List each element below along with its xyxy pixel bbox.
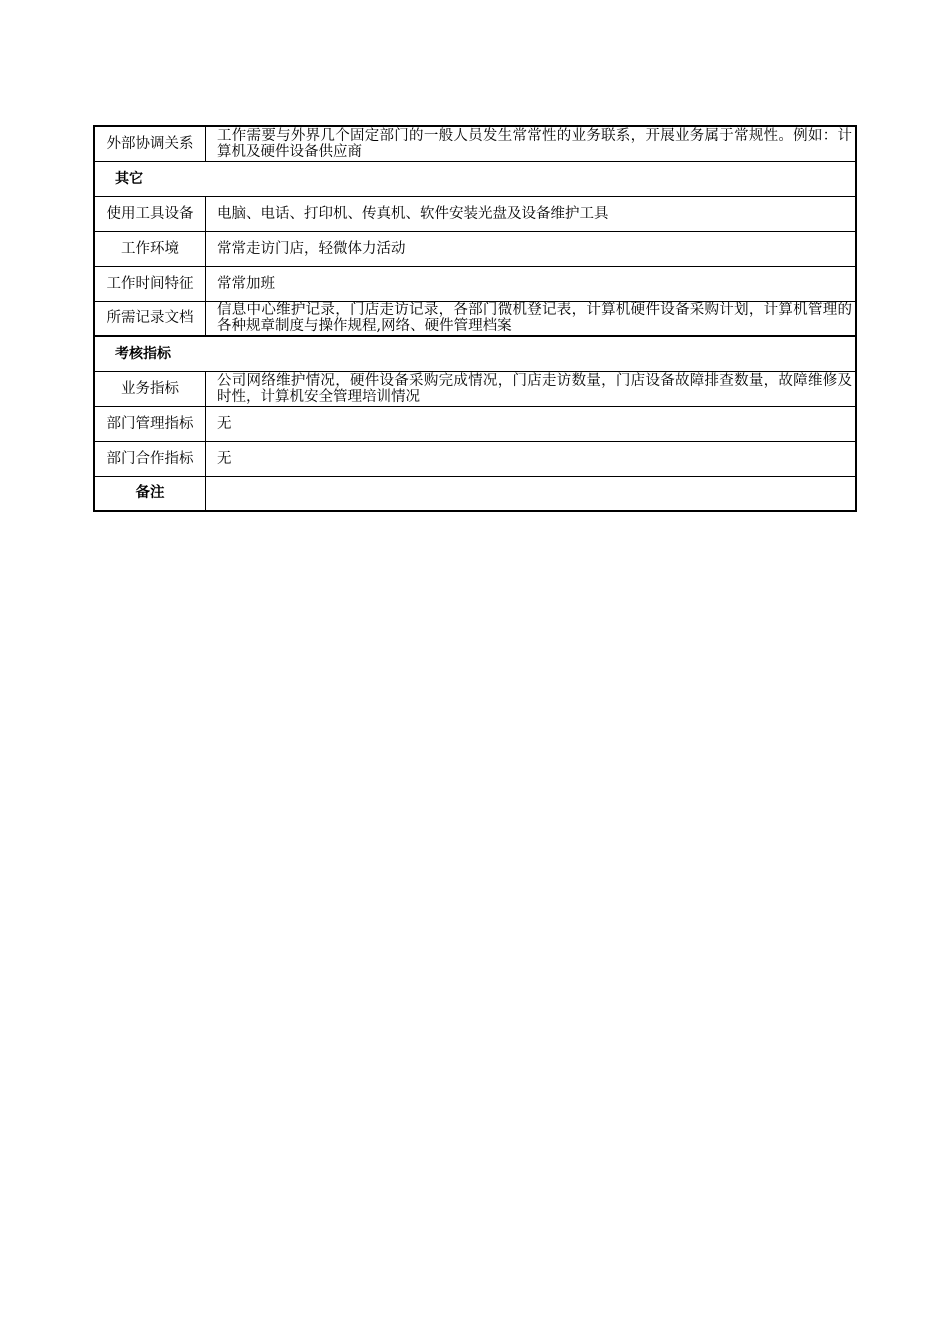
business-kpi-value: 公司网络维护情况，硬件设备采购完成情况，门店走访数量，门店设备故障排查数量，故障维修及时性，计算机安全管理培训情况 [206,371,857,406]
dept-management-kpi-value: 无 [206,406,857,441]
tools-value: 电脑、电话、打印机、传真机、软件安装光盘及设备维护工具 [206,196,857,231]
section-kpi [94,336,856,371]
row-business-kpi [94,371,856,406]
section-other-title: 其它 [94,161,856,196]
records-label: 所需记录文档 [94,301,206,336]
records-value: 信息中心维护记录，门店走访记录，各部门微机登记表，计算机硬件设备采购计划，计算机管理的各种规章制度与操作规程,网络、硬件管理档案 [206,301,857,336]
row-dept-management-kpi [94,406,856,441]
section-kpi-title: 考核指标 [94,336,856,371]
dept-management-kpi-label: 部门管理指标 [94,406,206,441]
work-time-label: 工作时间特征 [94,266,206,301]
external-coordination-label: 外部协调关系 [94,126,206,161]
row-records [94,301,856,336]
dept-cooperation-kpi-label: 部门合作指标 [94,441,206,476]
environment-label: 工作环境 [94,231,206,266]
row-dept-cooperation-kpi [94,441,856,476]
row-environment [94,231,856,266]
dept-cooperation-kpi-value: 无 [206,441,857,476]
external-coordination-value: 工作需要与外界几个固定部门的一般人员发生常常性的业务联系，开展业务属于常规性。例如：计算机及硬件设备供应商 [206,126,857,161]
row-external-coordination [94,126,856,161]
business-kpi-label: 业务指标 [94,371,206,406]
row-remarks [94,476,856,511]
tools-label: 使用工具设备 [94,196,206,231]
environment-value: 常常走访门店，轻微体力活动 [206,231,857,266]
work-time-value: 常常加班 [206,266,857,301]
remarks-value [206,476,857,511]
remarks-label: 备注 [94,476,206,511]
row-tools [94,196,856,231]
section-other [94,161,856,196]
row-work-time [94,266,856,301]
job-description-table [93,125,857,512]
